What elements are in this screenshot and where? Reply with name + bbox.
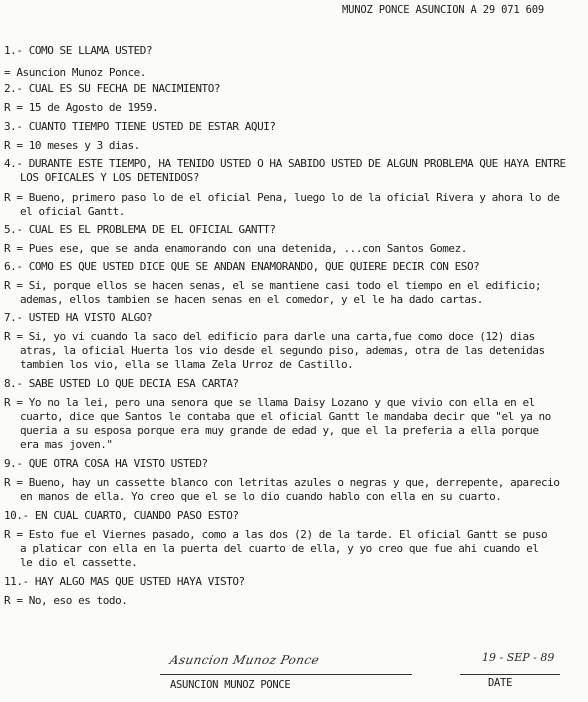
date-label: DATE xyxy=(488,677,513,689)
question-1: 1.- COMO SE LLAMA USTED? xyxy=(4,44,153,57)
document-header: MUNOZ PONCE ASUNCION A 29 071 609 xyxy=(342,4,545,16)
answer-3-line-1: R = 10 meses y 3 dias. xyxy=(4,139,140,152)
answer-9-line-2: en manos de ella. Yo creo que el se lo dio cuando hablo con ella en su cuarto. xyxy=(20,490,502,503)
question-11: 11.- HAY ALGO MAS QUE USTED HAYA VISTO? xyxy=(4,575,245,588)
question-7: 7.- USTED HA VISTO ALGO? xyxy=(4,311,153,324)
answer-8-line-1: R = Yo no la lei, pero una senora que se llama Daisy Lozano y que vivio con ella en el xyxy=(4,396,535,409)
signature-line xyxy=(160,674,412,675)
question-4-cont: LOS OFICALES Y LOS DETENIDOS? xyxy=(20,171,200,184)
signature-name-label: ASUNCION MUNOZ PONCE xyxy=(170,679,291,691)
answer-4-line-1: R = Bueno, primero paso lo de el oficial Pena, luego lo de la oficial Rivera y ahora lo de xyxy=(4,191,560,204)
answer-6-line-2: ademas, ellos tambien se hacen senas en el comedor, y el le ha dado cartas. xyxy=(20,293,483,306)
answer-10-line-2: a platicar con ella en la puerta del cuarto de ella, y yo creo que fue ahi cuando el xyxy=(20,542,539,555)
question-5: 5.- CUAL ES EL PROBLEMA DE EL OFICIAL GANTT? xyxy=(4,223,276,236)
answer-7-line-3: tambien los vio, ella se llama Zela Urroz de Castillo. xyxy=(20,358,354,371)
question-9: 9.- QUE OTRA COSA HA VISTO USTED? xyxy=(4,457,208,470)
question-6: 6.- COMO ES QUE USTED DICE QUE SE ANDAN ENAMORANDO, QUE QUIERE DECIR CON ESO? xyxy=(4,260,480,273)
answer-8-line-2: cuarto, dice que Santos le contaba que el oficial Gantt le mandaba decir que "el ya no xyxy=(20,410,551,423)
question-4: 4.- DURANTE ESTE TIEMPO, HA TENIDO USTED O HA SABIDO USTED DE ALGUN PROBLEMA QUE HAYA ENTRE xyxy=(4,157,566,170)
answer-9-line-1: R = Bueno, hay un cassette blanco con letritas azules o negras y que, derrepente, aparecio xyxy=(4,476,560,489)
answer-7-line-2: atras, la oficial Huerta los vio desde el segundo piso, ademas, otra de las detenidas xyxy=(20,344,545,357)
answer-2-line-1: R = 15 de Agosto de 1959. xyxy=(4,101,159,114)
answer-5-line-1: R = Pues ese, que se anda enamorando con una detenida, ...con Santos Gomez. xyxy=(4,242,467,255)
date-line xyxy=(460,674,560,675)
answer-8-line-3: queria a su esposa porque era muy grande de edad y, que el la preferia a ella porque xyxy=(20,424,539,437)
handwritten-date: 19 - SEP - 89 xyxy=(482,651,555,664)
question-10: 10.- EN CUAL CUARTO, CUANDO PASO ESTO? xyxy=(4,509,239,522)
answer-4-line-2: el oficial Gantt. xyxy=(20,205,125,218)
answer-6-line-1: R = Si, porque ellos se hacen senas, el se mantiene casi todo el tiempo en el edificio; xyxy=(4,279,542,292)
answer-10-line-3: le dio el cassette. xyxy=(20,556,138,569)
question-8: 8.- SABE USTED LO QUE DECIA ESA CARTA? xyxy=(4,377,239,390)
answer-7-line-1: R = Si, yo vi cuando la saco del edificio para darle una carta,fue como doce (12) dias xyxy=(4,330,535,343)
answer-1-line-1: = Asuncion Munoz Ponce. xyxy=(4,66,146,79)
answer-8-line-4: era mas joven." xyxy=(20,438,113,451)
answer-10-line-1: R = Esto fue el Viernes pasado, como a las dos (2) de la tarde. El oficial Gantt se puso xyxy=(4,528,548,541)
handwritten-signature: Asuncion Munoz Ponce xyxy=(168,653,321,667)
question-2: 2.- CUAL ES SU FECHA DE NACIMIENTO? xyxy=(4,82,221,95)
answer-11-line-1: R = No, eso es todo. xyxy=(4,594,128,607)
question-3: 3.- CUANTO TIEMPO TIENE USTED DE ESTAR AQUI? xyxy=(4,120,276,133)
